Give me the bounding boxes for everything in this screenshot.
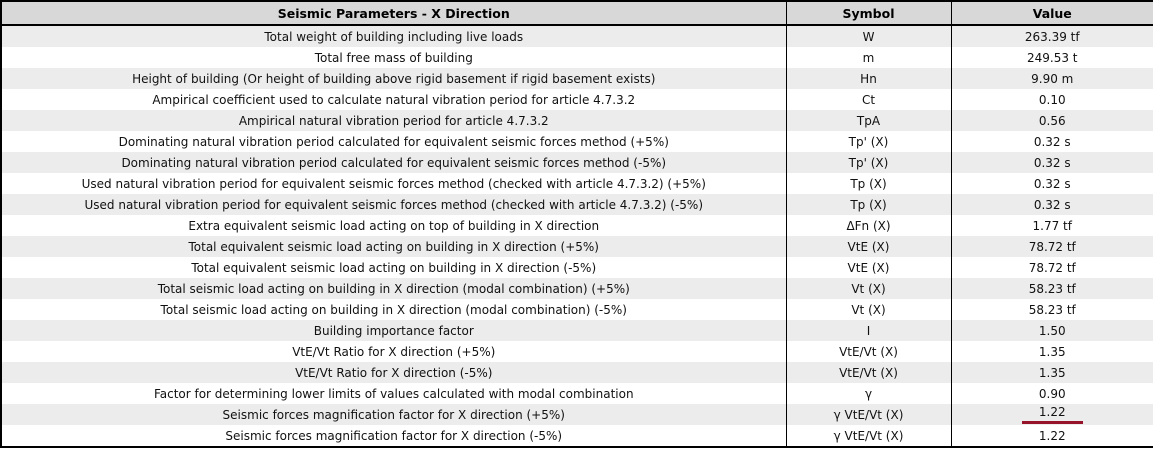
cell-value: 0.10 xyxy=(951,89,1153,110)
table-row xyxy=(1,362,1153,383)
cell-value: 0.32 s xyxy=(951,194,1153,215)
cell-symbol: VtE/Vt (X) xyxy=(786,362,951,383)
table-header-row xyxy=(1,1,1153,25)
cell-description: VtE/Vt Ratio for X direction (-5%) xyxy=(1,362,786,383)
header-value: Value xyxy=(951,1,1153,25)
table-row xyxy=(1,110,1153,131)
cell-symbol: Tp' (X) xyxy=(786,152,951,173)
cell-description: VtE/Vt Ratio for X direction (+5%) xyxy=(1,341,786,362)
cell-symbol: VtE/Vt (X) xyxy=(786,341,951,362)
table-row xyxy=(1,215,1153,236)
cell-value: 78.72 tf xyxy=(951,236,1153,257)
cell-value: 0.32 s xyxy=(951,173,1153,194)
cell-description: Total equivalent seismic load acting on building in X direction (+5%) xyxy=(1,236,786,257)
cell-symbol: Tp (X) xyxy=(786,173,951,194)
cell-description: Used natural vibration period for equivalent seismic forces method (checked with article 4.7.3.2) (+5%) xyxy=(1,173,786,194)
table-row xyxy=(1,236,1153,257)
table-row xyxy=(1,173,1153,194)
cell-description: Total seismic load acting on building in X direction (modal combination) (+5%) xyxy=(1,278,786,299)
cell-value: 1.35 xyxy=(951,362,1153,383)
cell-value: 0.32 s xyxy=(951,131,1153,152)
cell-symbol: I xyxy=(786,320,951,341)
cell-value: 249.53 t xyxy=(951,47,1153,68)
cell-value: 1.50 xyxy=(951,320,1153,341)
table-row xyxy=(1,383,1153,404)
cell-symbol: ΔFn (X) xyxy=(786,215,951,236)
cell-value: 78.72 tf xyxy=(951,257,1153,278)
cell-symbol: VtE (X) xyxy=(786,236,951,257)
cell-description: Seismic forces magnification factor for X direction (+5%) xyxy=(1,404,786,425)
table-row xyxy=(1,152,1153,173)
table-row xyxy=(1,257,1153,278)
underlined-value: 1.22 xyxy=(1022,405,1083,424)
cell-symbol: γ VtE/Vt (X) xyxy=(786,425,951,447)
cell-value: 9.90 m xyxy=(951,68,1153,89)
cell-description: Total seismic load acting on building in X direction (modal combination) (-5%) xyxy=(1,299,786,320)
cell-description: Total free mass of building xyxy=(1,47,786,68)
table-row xyxy=(1,131,1153,152)
cell-symbol: Tp (X) xyxy=(786,194,951,215)
cell-description: Dominating natural vibration period calculated for equivalent seismic forces method (-5%) xyxy=(1,152,786,173)
header-symbol: Symbol xyxy=(786,1,951,25)
cell-description: Total equivalent seismic load acting on building in X direction (-5%) xyxy=(1,257,786,278)
table-row xyxy=(1,341,1153,362)
cell-symbol: TpA xyxy=(786,110,951,131)
table-row xyxy=(1,320,1153,341)
cell-symbol: Hn xyxy=(786,68,951,89)
table-row xyxy=(1,194,1153,215)
cell-value xyxy=(951,404,1153,425)
cell-symbol: Tp' (X) xyxy=(786,131,951,152)
cell-description: Seismic forces magnification factor for X direction (-5%) xyxy=(1,425,786,447)
table-row xyxy=(1,89,1153,110)
cell-description: Used natural vibration period for equivalent seismic forces method (checked with article 4.7.3.2) (-5%) xyxy=(1,194,786,215)
cell-symbol: γ VtE/Vt (X) xyxy=(786,404,951,425)
table-row xyxy=(1,425,1153,447)
cell-description: Factor for determining lower limits of values calculated with modal combination xyxy=(1,383,786,404)
table-row xyxy=(1,47,1153,68)
cell-value: 0.56 xyxy=(951,110,1153,131)
cell-value: 0.32 s xyxy=(951,152,1153,173)
cell-value: 58.23 tf xyxy=(951,299,1153,320)
cell-value: 1.77 tf xyxy=(951,215,1153,236)
cell-description: Total weight of building including live loads xyxy=(1,25,786,47)
header-description: Seismic Parameters - X Direction xyxy=(1,1,786,25)
cell-symbol: γ xyxy=(786,383,951,404)
cell-description: Ampirical coefficient used to calculate natural vibration period for article 4.7.3.2 xyxy=(1,89,786,110)
cell-description: Building importance factor xyxy=(1,320,786,341)
cell-symbol: Ct xyxy=(786,89,951,110)
cell-symbol: VtE (X) xyxy=(786,257,951,278)
cell-value: 1.22 xyxy=(951,425,1153,447)
cell-value: 58.23 tf xyxy=(951,278,1153,299)
cell-symbol: Vt (X) xyxy=(786,299,951,320)
table-body xyxy=(1,25,1153,447)
table-row xyxy=(1,299,1153,320)
cell-description: Extra equivalent seismic load acting on top of building in X direction xyxy=(1,215,786,236)
table-row xyxy=(1,68,1153,89)
cell-description: Ampirical natural vibration period for article 4.7.3.2 xyxy=(1,110,786,131)
cell-description: Dominating natural vibration period calculated for equivalent seismic forces method (+5%) xyxy=(1,131,786,152)
table-row xyxy=(1,278,1153,299)
cell-symbol: m xyxy=(786,47,951,68)
cell-symbol: W xyxy=(786,25,951,47)
cell-value: 1.35 xyxy=(951,341,1153,362)
cell-description: Height of building (Or height of building above rigid basement if rigid basement exists) xyxy=(1,68,786,89)
cell-value: 0.90 xyxy=(951,383,1153,404)
table-row xyxy=(1,404,1153,425)
cell-value: 263.39 tf xyxy=(951,25,1153,47)
table-row xyxy=(1,25,1153,47)
cell-symbol: Vt (X) xyxy=(786,278,951,299)
